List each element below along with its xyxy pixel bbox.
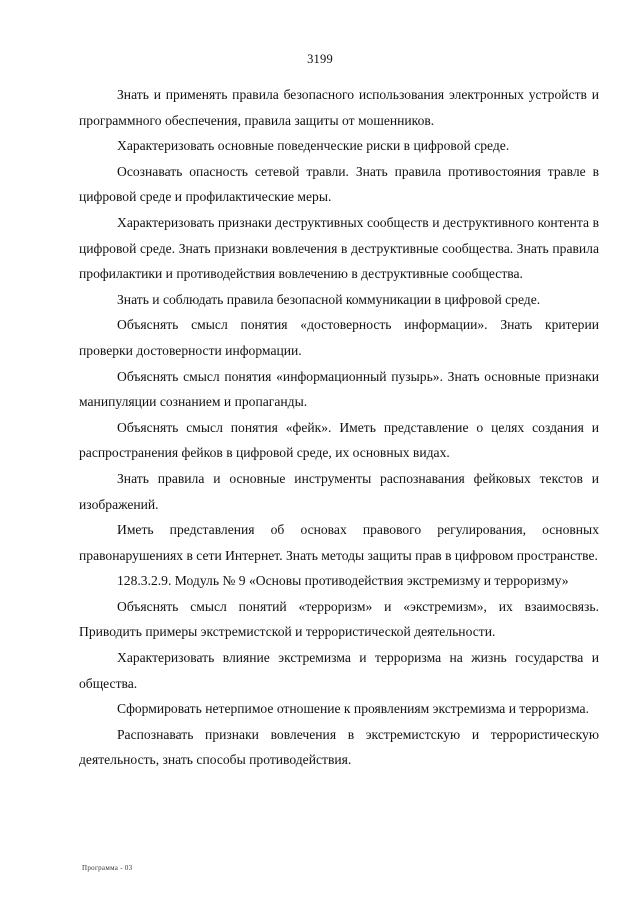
paragraph: Знать и применять правила безопасного использования электронных устройств и программного обеспечения, правила защиты от мошенников. xyxy=(79,87,599,128)
section-heading: 128.3.2.9. Модуль № 9 «Основы противодействия экстремизму и терроризму» xyxy=(117,573,569,589)
paragraph: Характеризовать признаки деструктивных сообществ и деструктивного контента в цифровой среде. Знать признаки вовлечения в деструктивные сообщества. Знать правила профилактики и противодействия вовлечению в деструктивные сообщества. xyxy=(79,214,599,282)
footer-label: Программа - 03 xyxy=(82,864,133,872)
paragraph: Иметь представления об основах правового регулирования, основных правонарушениях в сети Интернет. Знать методы защиты прав в цифровом пространстве. xyxy=(79,522,599,563)
paragraph: Распознавать признаки вовлечения в экстремистскую и террористическую деятельность, знать способы противодействия. xyxy=(79,726,599,768)
paragraph: Объяснять смысл понятия «фейк». Иметь представление о целях создания и распространения фейков в цифровой среде, их основных видах. xyxy=(79,419,599,461)
body-text xyxy=(79,82,599,773)
paragraph: Объяснять смысл понятия «информационный пузырь». Знать основные признаки манипуляции сознанием и пропаганды. xyxy=(79,368,599,410)
paragraph: Сформировать нетерпимое отношение к проявлениям экстремизма и терроризма. xyxy=(117,701,589,717)
paragraph: Знать и соблюдать правила безопасной коммуникации в цифровой среде. xyxy=(117,291,541,307)
paragraph: Характеризовать влияние экстремизма и терроризма на жизнь государства и общества. xyxy=(79,650,599,691)
page-number: 3199 xyxy=(307,52,333,66)
paragraph: Объяснять смысл понятий «терроризм» и «экстремизм», их взаимосвязь. Приводить примеры экстремистской и террористической деятельности. xyxy=(79,598,599,640)
paragraph: Характеризовать основные поведенческие риски в цифровой среде. xyxy=(117,138,510,154)
paragraph: Осознавать опасность сетевой травли. Знать правила противостояния травле в цифровой среде и профилактические меры. xyxy=(79,163,599,205)
paragraph: Знать правила и основные инструменты распознавания фейковых текстов и изображений. xyxy=(79,470,599,512)
paragraph: Объяснять смысл понятия «достоверность информации». Знать критерии проверки достоверности информации. xyxy=(79,317,599,358)
